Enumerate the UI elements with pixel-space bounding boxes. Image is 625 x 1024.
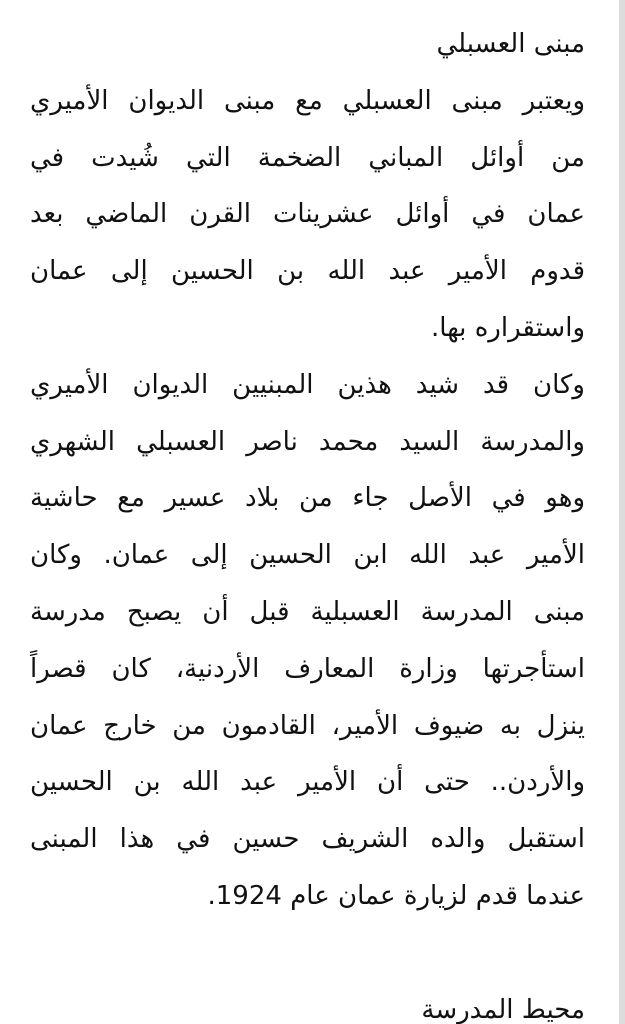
paragraph-1-last-line: واستقراره بها. [431, 312, 585, 343]
section-spacer [30, 925, 585, 982]
article-text [30, 16, 585, 1024]
paragraph-2-line: استقبل والده الشريف حسين في هذا المبنى [30, 824, 585, 855]
paragraph-2-last-line: عندما قدم لزيارة عمان عام 1924. [207, 880, 585, 911]
paragraph-2-line: وهو في الأصل جاء من بلاد عسير مع حاشية [30, 483, 585, 514]
paragraph-2-line: استأجرتها وزارة المعارف الأردنية، كان قصراً [30, 653, 585, 684]
paragraph-2-line: مبنى المدرسة العسبلية قبل أن يصبح مدرسة [30, 596, 585, 627]
section-heading: مبنى العسبلي [436, 29, 585, 59]
page-edge [619, 0, 625, 1024]
paragraph-1-line: ويعتبر مبنى العسبلي مع مبنى الديوان الأميري [30, 85, 585, 116]
paragraph-1-line: عمان في أوائل عشرينات القرن الماضي بعد [30, 199, 585, 230]
paragraph-2-line: والأردن.. حتى أن الأمير عبد الله بن الحسين [30, 767, 585, 798]
paragraph-2-line: ينزل به ضيوف الأمير، القادمون من خارج عمان [30, 710, 585, 741]
paragraph-1-line: قدوم الأمير عبد الله بن الحسين إلى عمان [30, 256, 585, 287]
paragraph-2-line: والمدرسة السيد محمد ناصر العسبلي الشهري [30, 426, 585, 457]
paragraph-2-line: وكان قد شيد هذين المبنيين الديوان الأميري [30, 369, 585, 400]
paragraph-1-line: من أوائل المباني الضخمة التي شُيدت في [30, 142, 585, 173]
next-section-heading: محيط المدرسة [421, 994, 585, 1024]
paragraph-2-line: الأمير عبد الله ابن الحسين إلى عمان. وكان [30, 540, 585, 571]
